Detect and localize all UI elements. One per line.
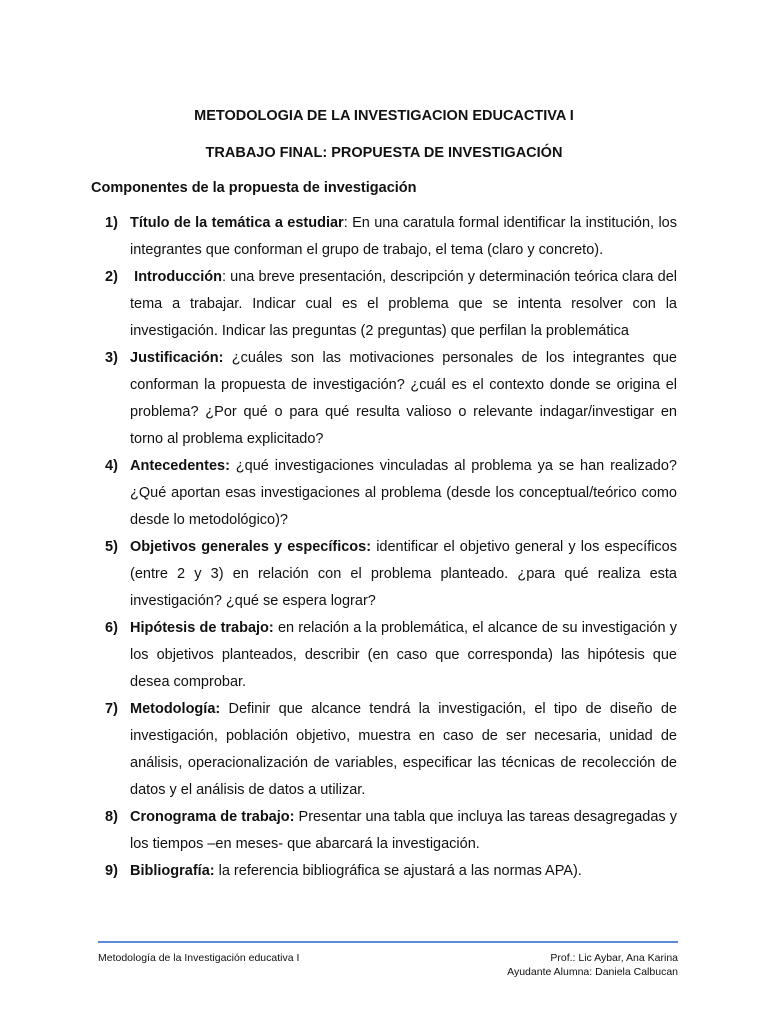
item-text: Definir que alcance tendrá la investigación, el tipo de diseño de investigación, población objetivo, muestra en caso de ser necesaria, unidad de análisis, operacionalización de variables, especificar las técnicas de recolección de datos y el análisis de datos a utilizar. xyxy=(130,701,677,798)
item-text: la referencia bibliográfica se ajustará a las normas APA). xyxy=(214,863,582,879)
list-item xyxy=(105,453,677,534)
list-item xyxy=(105,210,677,264)
footer-assistant: Ayudante Alumna: Daniela Calbucan xyxy=(507,966,678,978)
item-text: ¿qué investigaciones vinculadas al problema ya se han realizado? ¿Qué aportan esas investigaciones al problema (desde los conceptual/teórico como desde lo metodológico)? xyxy=(130,458,677,528)
item-number: 8) xyxy=(105,809,118,825)
item-label: Objetivos generales y específicos: xyxy=(130,539,372,555)
item-text: en relación a la problemática, el alcance de su investigación y los objetivos planteados, describir (en caso que corresponda) las hipótesis que desea comprobar. xyxy=(130,620,677,690)
item-label: Introducción xyxy=(134,269,222,285)
item-text: : En una caratula formal identificar la institución, los integrantes que conforman el grupo de trabajo, el tema (claro y concreto). xyxy=(130,215,677,258)
item-number: 9) xyxy=(105,863,118,879)
item-label: Hipótesis de trabajo: xyxy=(130,620,274,636)
item-number: 2) xyxy=(105,269,118,285)
item-number: 6) xyxy=(105,620,118,636)
item-text: : una breve presentación, descripción y determinación teórica clara del tema a trabajar. Indicar cual es el problema que se intenta resolver con la investigación. Indicar las preguntas (2 preguntas) que perfilan la problemática xyxy=(130,269,677,339)
item-text: identificar el objetivo general y los específicos (entre 2 y 3) en relación con el problema planteado. ¿para qué realiza esta investigación? ¿qué se espera lograr? xyxy=(130,539,677,609)
item-label: Metodología: xyxy=(130,701,221,717)
item-label: Título de la temática a estudiar xyxy=(130,215,344,231)
footer-divider xyxy=(98,941,678,943)
item-number: 5) xyxy=(105,539,118,555)
list-item xyxy=(105,804,677,858)
item-number: 1) xyxy=(105,215,118,231)
item-text: ¿cuáles son las motivaciones personales de los integrantes que conforman la propuesta de investigación? ¿cuál es el contexto donde se origina el problema? ¿Por qué o para qué resulta valioso o relevante indagar/investigar en torno al problema explicitado? xyxy=(130,350,677,447)
list-item xyxy=(105,345,677,453)
item-number: 7) xyxy=(105,701,118,717)
item-label: Antecedentes: xyxy=(130,458,230,474)
document-subtitle: TRABAJO FINAL: PROPUESTA DE INVESTIGACIÓN xyxy=(205,145,563,161)
item-label: Cronograma de trabajo: xyxy=(130,809,295,825)
list-item xyxy=(105,858,677,885)
footer-credits xyxy=(507,951,678,979)
document-title: METODOLOGIA DE LA INVESTIGACION EDUCACTIVA I xyxy=(194,108,574,124)
list-item xyxy=(105,615,677,696)
footer-professor: Prof.: Lic Aybar, Ana Karina xyxy=(550,952,678,964)
item-number: 4) xyxy=(105,458,118,474)
section-heading: Componentes de la propuesta de investigación xyxy=(91,180,417,196)
item-label: Bibliografía: xyxy=(130,863,215,879)
item-label: Justificación: xyxy=(130,350,224,366)
list-item xyxy=(105,534,677,615)
list-item xyxy=(105,264,677,345)
item-text: Presentar una tabla que incluya las tareas desagregadas y los tiempos –en meses- que abarcará la investigación. xyxy=(130,809,678,852)
list-item xyxy=(105,696,677,804)
item-number: 3) xyxy=(105,350,118,366)
footer-course: Metodología de la Investigación educativa I xyxy=(98,952,300,964)
components-list xyxy=(105,210,677,885)
